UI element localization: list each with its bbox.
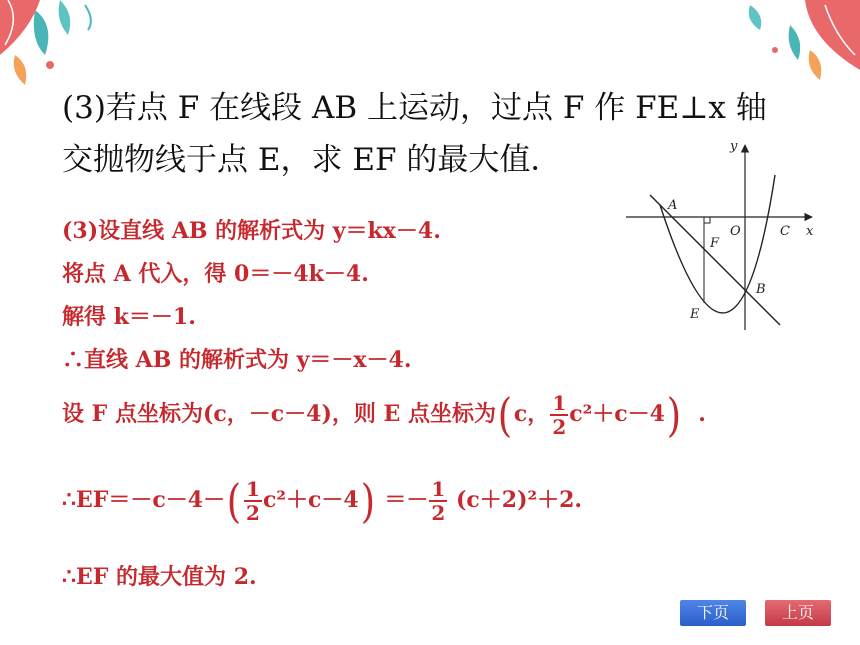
label-y: y [730,139,738,154]
label-b: B [756,282,766,297]
right-paren: ) [360,474,375,528]
right-paren: ) [666,388,682,442]
next-page-button[interactable]: 下页 [680,600,746,626]
fraction-denominator: 2 [552,415,567,439]
label-f: F [710,236,720,251]
label-a: A [668,198,678,213]
label-x: x [806,224,814,239]
label-o: O [730,224,741,239]
s6-mid: c²＋c－4 [262,487,359,513]
left-paren: ( [226,474,242,528]
fraction-denominator: 2 [431,501,446,525]
s5-end: . [698,401,706,427]
s6-text: ∴EF＝－c－4－ [62,487,226,513]
decor-leaves-left [0,0,110,90]
question-line-2: 交抛物线于点 E，求 EF 的最大值． [62,142,562,178]
solution-line-1: (3)设直线 AB 的解析式为 y＝kx－4. [62,218,441,244]
parabola-graph [620,135,820,335]
fraction-numerator: 1 [246,477,260,501]
s5-text: 设 F 点坐标为(c，－c－4)，则 E 点坐标为 [62,401,496,427]
prev-page-button[interactable]: 上页 [765,600,831,626]
decor-leaves-right [730,0,860,85]
solution-line-6 [62,474,583,528]
fraction-half [550,393,568,437]
fraction-denominator: 2 [246,501,260,525]
label-e: E [690,307,700,322]
s6-end: (c＋2)²＋2. [455,487,583,513]
s5-rest: c²＋c－4 [569,401,665,427]
left-paren: ( [497,388,513,442]
fraction-half-2 [429,479,447,523]
solution-line-3: 解得 k＝－1. [62,304,196,330]
question-line-1: (3)若点 F 在线段 AB 上运动，过点 F 作 FE⊥x 轴 [62,90,767,126]
right-angle-mark [704,217,710,223]
line-ab [650,195,780,325]
solution-line-7: ∴EF 的最大值为 2. [62,564,257,590]
fraction-numerator: 1 [431,477,446,501]
label-c: C [780,224,790,239]
solution-line-4: ∴直线 AB 的解析式为 y＝－x－4. [62,347,412,373]
fraction-numerator: 1 [552,391,567,415]
solution-line-2: 将点 A 代入，得 0＝－4k－4. [62,261,369,287]
fraction-half [244,479,262,523]
s5-c: c， [513,401,550,427]
s6-eq: ＝－ [384,487,429,513]
solution-line-5 [62,388,706,442]
